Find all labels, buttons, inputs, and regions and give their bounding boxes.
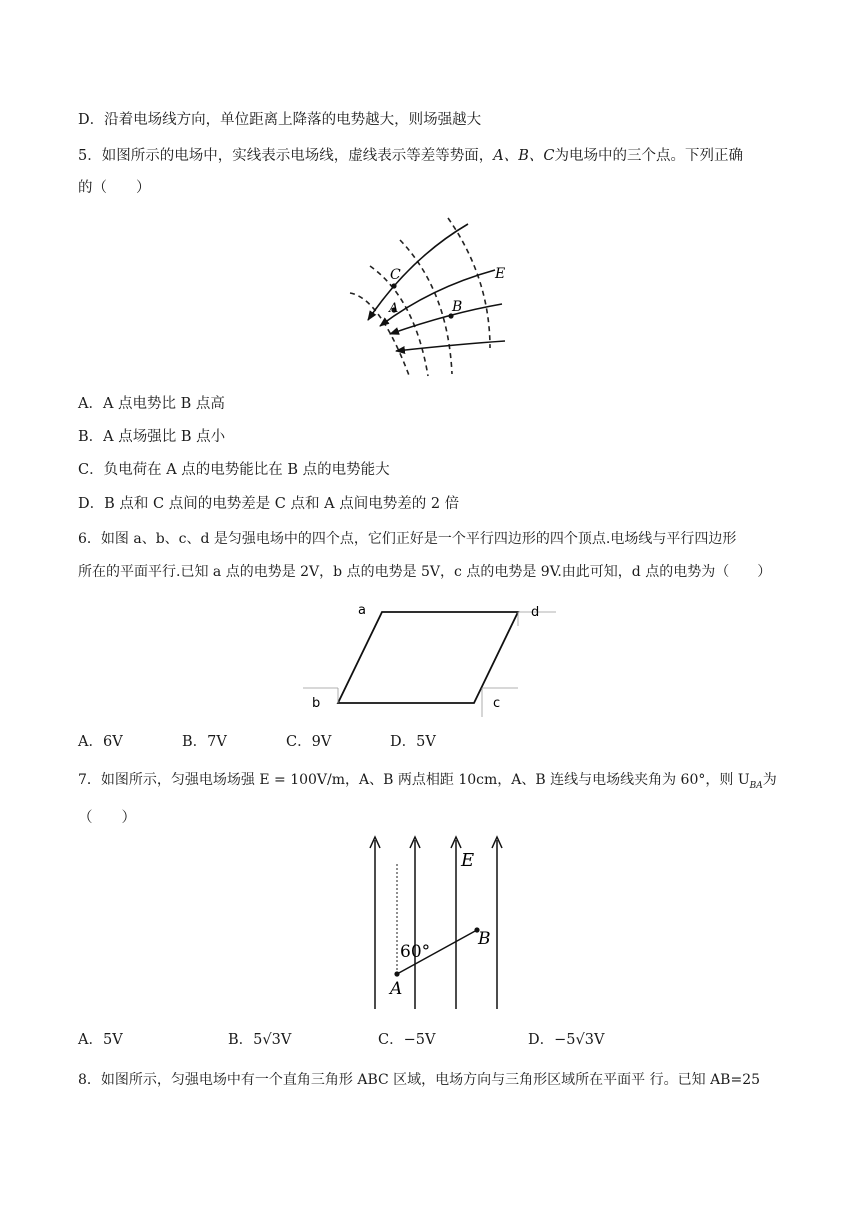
point-c xyxy=(391,283,396,288)
q7-stem-line2: （ ） xyxy=(78,810,136,826)
q5-stem-line2: 的（ ） xyxy=(78,180,151,196)
uniform-field-diagram xyxy=(360,834,540,1014)
q6-option-a: A．6V xyxy=(78,734,123,750)
label-a: a xyxy=(358,603,366,618)
q6-option-c: C．9V xyxy=(286,734,332,750)
q5-stem-text-end: 为电场中的三个点。下列正确 xyxy=(554,148,743,164)
label-e: E xyxy=(495,266,506,282)
parallelogram xyxy=(338,612,518,703)
label-a: A xyxy=(389,301,399,316)
parallelogram-diagram xyxy=(300,596,560,721)
q5-stem-line1 xyxy=(78,146,743,166)
label-angle: 60° xyxy=(400,942,431,962)
field-line xyxy=(396,341,505,351)
label-a: A xyxy=(390,979,403,999)
label-b: B xyxy=(452,299,463,315)
q7-option-b: B．5√3V xyxy=(228,1032,292,1048)
label-d: d xyxy=(531,605,540,620)
q6-figure xyxy=(300,596,560,721)
q7-stem-line1 xyxy=(78,770,777,796)
q5-option-b: B．A 点场强比 B 点小 xyxy=(78,429,226,445)
q7-option-a: A．5V xyxy=(78,1032,123,1048)
q7-option-c: C．−5V xyxy=(378,1032,436,1048)
point-a xyxy=(394,971,399,976)
q6-stem-line2: 所在的平面平行.已知 a 点的电势是 2V，b 点的电势是 5V，c 点的电势是 9V.由此可知，d 点的电势为（ ） xyxy=(78,564,772,580)
q5-option-c: C．负电荷在 A 点的电势能比在 B 点的电势能大 xyxy=(78,462,390,478)
q7-option-d: D．−5√3V xyxy=(528,1032,605,1048)
q7-stem-text: 7．如图所示，匀强电场场强 E = 100V/m，A、B 两点相距 10cm，A、B 连线与电场线夹角为 60°，则 U xyxy=(78,772,750,788)
q5-figure xyxy=(340,208,520,383)
label-c: C xyxy=(390,267,401,283)
label-c: c xyxy=(493,696,501,711)
q7-stem-subscript: BA xyxy=(749,780,763,791)
q5-stem-points: A、B、C xyxy=(493,148,555,164)
q6-option-b: B．7V xyxy=(182,734,227,750)
q5-option-a: A．A 点电势比 B 点高 xyxy=(78,396,225,412)
q5-stem-text: 5．如图所示的电场中，实线表示电场线，虚线表示等差等势面， xyxy=(78,148,494,164)
q6-option-d: D．5V xyxy=(390,734,436,750)
q7-stem-end: 为 xyxy=(762,772,777,788)
field-lines-diagram xyxy=(340,208,520,383)
q6-stem-line1: 6．如图 a、b、c、d 是匀强电场中的四个点，它们正好是一个平行四边形的四个顶点.电场线与平行四边形 xyxy=(78,531,737,547)
equipotential-arc xyxy=(350,293,410,378)
q4-option-d: D．沿着电场线方向，单位距离上降落的电势越大，则场强越大 xyxy=(78,112,482,128)
q8-stem-line1: 8．如图所示，匀强电场中有一个直角三角形 ABC 区域，电场方向与三角形区域所在平面平 行。已知 AB=25 xyxy=(78,1072,761,1088)
label-e: E xyxy=(461,850,475,871)
label-b: b xyxy=(312,696,321,711)
q7-figure xyxy=(360,834,540,1014)
q5-option-d: D．B 点和 C 点间的电势差是 C 点和 A 点间电势差的 2 倍 xyxy=(78,496,460,512)
label-b: B xyxy=(478,929,491,949)
